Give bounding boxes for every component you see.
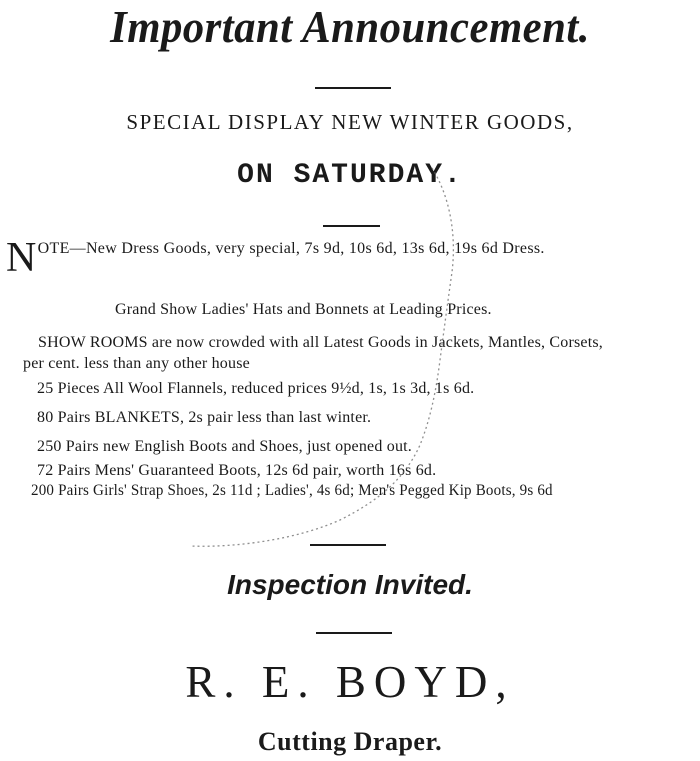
divider-rule-2: [323, 225, 380, 227]
note-text: OTE—New Dress Goods, very special, 7s 9d, 10s 6d, 13s 6d, 19s 6d Dress.: [37, 240, 545, 257]
item-girls-shoes: 200 Pairs Girls' Strap Shoes, 2s 11d ; Ladies', 4s 6d; Men's Pegged Kip Boots, 9s 6d: [31, 482, 553, 499]
item-hats-bonnets: Grand Show Ladies' Hats and Bonnets at Leading Prices.: [115, 301, 492, 318]
special-display-line: SPECIAL DISPLAY NEW WINTER GOODS,: [126, 110, 574, 134]
item-english-boots: 250 Pairs new English Boots and Shoes, just opened out.: [37, 438, 412, 455]
inspection-invited: Inspection Invited.: [227, 569, 473, 600]
item-per-cent-less: per cent. less than any other house: [23, 355, 250, 372]
divider-rule-4: [316, 632, 392, 634]
merchant-title: Cutting Draper.: [257, 727, 443, 756]
divider-rule-1: [315, 87, 391, 89]
note-line: [6, 235, 545, 281]
saturday-line: ON SATURDAY.: [237, 160, 463, 191]
merchant-name: R. E. BOYD,: [185, 657, 515, 707]
item-mens-boots: 72 Pairs Mens' Guaranteed Boots, 12s 6d pair, worth 16s 6d.: [37, 462, 437, 479]
item-wool-flannels: 25 Pieces All Wool Flannels, reduced prices 9½d, 1s, 1s 3d, 1s 6d.: [37, 380, 475, 397]
item-show-rooms: SHOW ROOMS are now crowded with all Latest Goods in Jackets, Mantles, Corsets,: [38, 334, 604, 351]
divider-rule-3: [310, 544, 386, 546]
headline: Important Announcement.: [110, 1, 590, 52]
note-drop-cap: N: [6, 235, 37, 281]
item-blankets: 80 Pairs BLANKETS, 2s pair less than last winter.: [37, 409, 372, 426]
